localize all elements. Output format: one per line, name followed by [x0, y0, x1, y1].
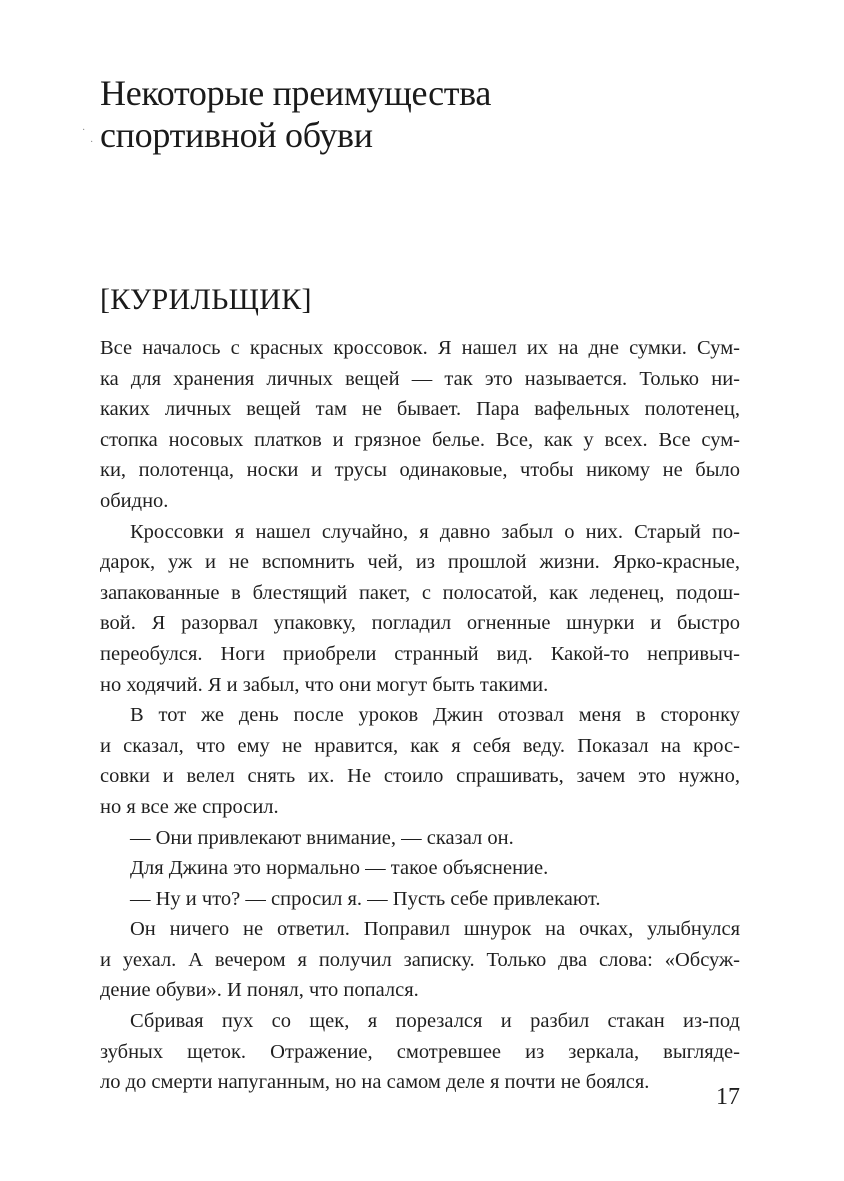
text-line: ло до смерти напуганным, но на самом деле я почти не боялся.	[100, 1071, 650, 1094]
chapter-title-line-1: Некоторые преимущества	[100, 73, 492, 113]
text-line: — Ну и что? — спросил я. — Пусть себе привлекают.	[130, 887, 601, 910]
text-line: зубных щеток. Отражение, смотревшее из зеркала, выгляде-	[100, 1040, 740, 1063]
text-line: но ходячий. Я и забыл, что они могут быть такими.	[100, 673, 549, 696]
paragraph	[100, 914, 740, 1006]
paragraph	[100, 1006, 740, 1098]
text-line: Кроссовки я нашел случайно, я давно забыл о них. Старый по-	[130, 520, 740, 543]
paragraph	[100, 853, 740, 884]
text-line: каких личных вещей там не бывает. Пара вафельных полотенец,	[100, 398, 740, 421]
text-line: ка для хранения личных вещей — так это называется. Только ни-	[100, 367, 740, 390]
text-line: ки, полотенца, носки и трусы одинаковые, чтобы никому не было	[100, 459, 740, 482]
text-line: дарок, уж и не вспомнить чей, из прошлой жизни. Ярко-красные,	[100, 551, 740, 574]
text-line: В тот же день после уроков Джин отозвал меня в сторонку	[130, 704, 740, 727]
ink-speck: ·	[82, 125, 86, 136]
ink-speck: ·	[90, 137, 94, 148]
text-line: совки и велел снять их. Не стоило спрашивать, зачем это нужно,	[100, 765, 740, 788]
text-line: Для Джина это нормально — такое объяснение.	[130, 857, 549, 880]
paragraph	[100, 823, 740, 854]
text-line: Все началось с красных кроссовок. Я нашел их на дне сумки. Сум-	[100, 337, 740, 359]
text-line: переобулся. Ноги приобрели странный вид. Какой-то непривыч-	[100, 642, 740, 665]
chapter-title	[100, 72, 740, 156]
paragraph	[100, 517, 740, 701]
text-line: Он ничего не ответил. Поправил шнурок на очках, улыбнулся	[130, 918, 740, 941]
chapter-title-line-2: спортивной обуви	[100, 115, 373, 155]
paragraph	[100, 333, 740, 517]
text-line: запакованные в блестящий пакет, с полосатой, как леденец, подош-	[100, 581, 740, 604]
text-line: но я все же спросил.	[100, 795, 279, 818]
paragraph	[100, 700, 740, 822]
text-line: и сказал, что ему не нравится, как я себя веду. Показал на крос-	[100, 734, 740, 757]
text-line: обидно.	[100, 489, 169, 512]
page-number: 17	[716, 1084, 740, 1110]
text-line: Сбривая пух со щек, я порезался и разбил стакан из-под	[130, 1010, 740, 1033]
section-heading: [КУРИЛЬЩИК]	[100, 283, 312, 316]
text-line: и уехал. А вечером я получил записку. Только два слова: «Обсуж-	[100, 948, 740, 971]
text-line: вой. Я разорвал упаковку, погладил огненные шнурки и быстро	[100, 612, 740, 635]
paragraph	[100, 884, 740, 915]
body-text	[100, 333, 740, 1098]
text-line: — Они привлекают внимание, — сказал он.	[130, 826, 514, 849]
text-line: стопка носовых платков и грязное белье. Все, как у всех. Все сум-	[100, 428, 740, 451]
text-line: дение обуви». И понял, что попался.	[100, 979, 419, 1002]
